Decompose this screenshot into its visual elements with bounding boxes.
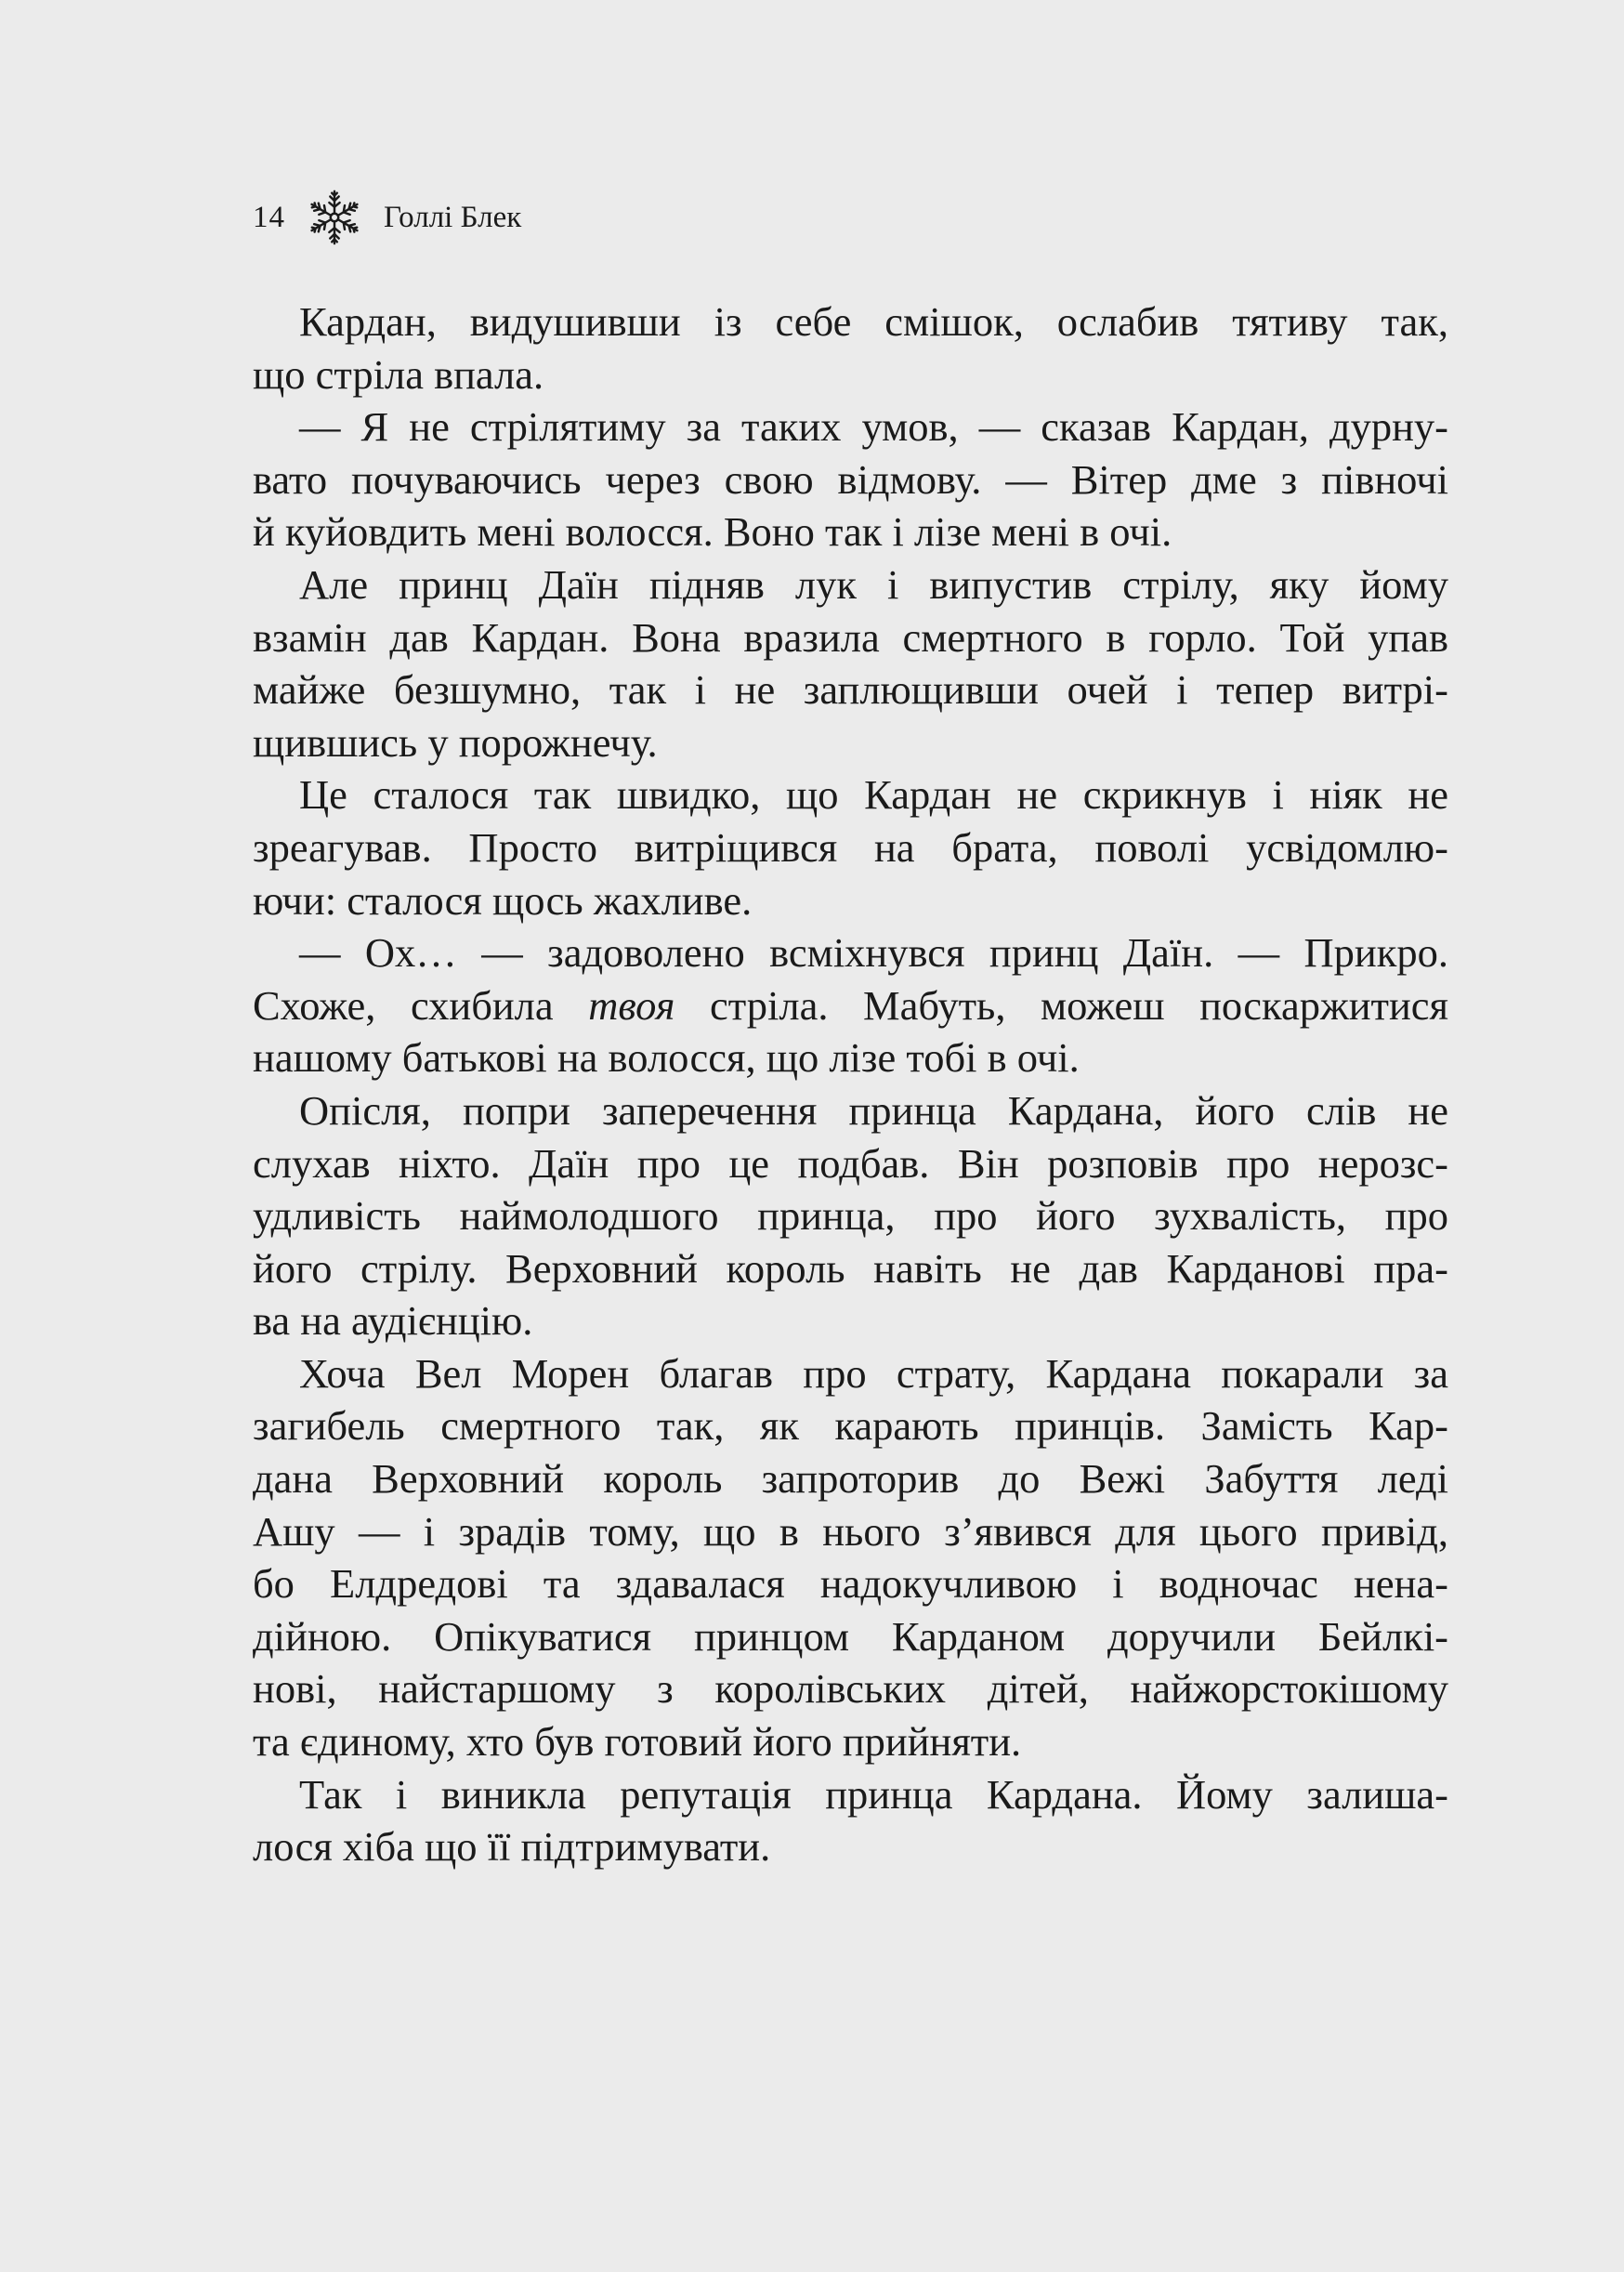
text-line: удливість наймолодшого принца, про його зухвалість, про	[253, 1192, 1448, 1240]
text-line: дана Верховний король запроторив до Вежі Забуття леді	[253, 1455, 1448, 1503]
text-line: лося хіба що її підтримувати.	[253, 1823, 771, 1871]
text-line: щившись у порожнечу.	[253, 718, 658, 766]
text-segment: Схоже, схибила	[253, 981, 589, 1029]
text-line: Так і виникла репутація принца Кардана. Йому залиша-	[299, 1770, 1448, 1818]
text-line: ва на аудієнцію.	[253, 1297, 533, 1345]
text-line: вато почуваючись через свою відмову. — Вітер дме з півночі	[253, 455, 1448, 503]
text-line: Це сталося так швидко, що Кардан не скрикнув і ніяк не	[299, 771, 1448, 819]
snowflake-icon	[306, 187, 363, 248]
text-line: — Ох… — задоволено всміхнувся принц Даїн. — Прикро.	[299, 929, 1448, 977]
text-line: та єдиному, хто був готовий його прийняти.	[253, 1718, 1022, 1766]
italic-word: твоя	[588, 981, 675, 1029]
text-line: зреагував. Просто витріщився на брата, поволі усвідомлю-	[253, 823, 1448, 871]
text-line: його стрілу. Верховний король навіть не дав Карданові пра-	[253, 1244, 1448, 1292]
text-line: нашому батькові на волосся, що лізе тобі в очі.	[253, 1034, 1080, 1082]
text-line: Ашу — і зрадів тому, що в нього з’явився для цього привід,	[253, 1507, 1448, 1555]
text-line: бо Елдредові та здавалася надокучливою і водночас нена-	[253, 1560, 1448, 1608]
text-line: слухав ніхто. Даїн про це подбав. Він розповів про нерозс-	[253, 1139, 1448, 1187]
text-line: Але принц Даїн підняв лук і випустив стрілу, яку йому	[299, 560, 1448, 608]
text-line: що стріла впала.	[253, 350, 544, 398]
text-line: — Я не стрілятиму за таких умов, — сказав Кардан, дурну-	[299, 403, 1448, 451]
text-line: загибель смертного так, як карають принців. Замість Кар-	[253, 1402, 1448, 1450]
running-header	[253, 182, 521, 253]
text-line: Хоча Вел Морен благав про страту, Кардана покарали за	[299, 1349, 1448, 1397]
running-title: Голлі Блек	[384, 200, 522, 234]
text-line: дійною. Опікуватися принцом Карданом доручили Бейлкі-	[253, 1612, 1448, 1660]
text-line: нові, найстаршому з королівських дітей, найжорстокішому	[253, 1665, 1448, 1713]
text-line: й куйовдить мені волосся. Воно так і лізе мені в очі.	[253, 508, 1172, 556]
page-number: 14	[253, 200, 285, 234]
text-segment: стріла. Мабуть, можеш поскаржитися	[674, 981, 1448, 1029]
page-body-text	[253, 295, 1448, 1873]
text-line: майже безшумно, так і не заплющивши очей і тепер витрі-	[253, 666, 1448, 714]
text-line: Кардан, видушивши із себе смішок, ослабив тятиву так,	[299, 298, 1448, 345]
text-line: Опісля, попри заперечення принца Кардана, його слів не	[299, 1086, 1448, 1134]
text-line	[253, 979, 1448, 1032]
text-line: взамін дав Кардан. Вона вразила смертного в горло. Той упав	[253, 613, 1448, 661]
text-line: ючи: сталося щось жахливе.	[253, 876, 753, 924]
